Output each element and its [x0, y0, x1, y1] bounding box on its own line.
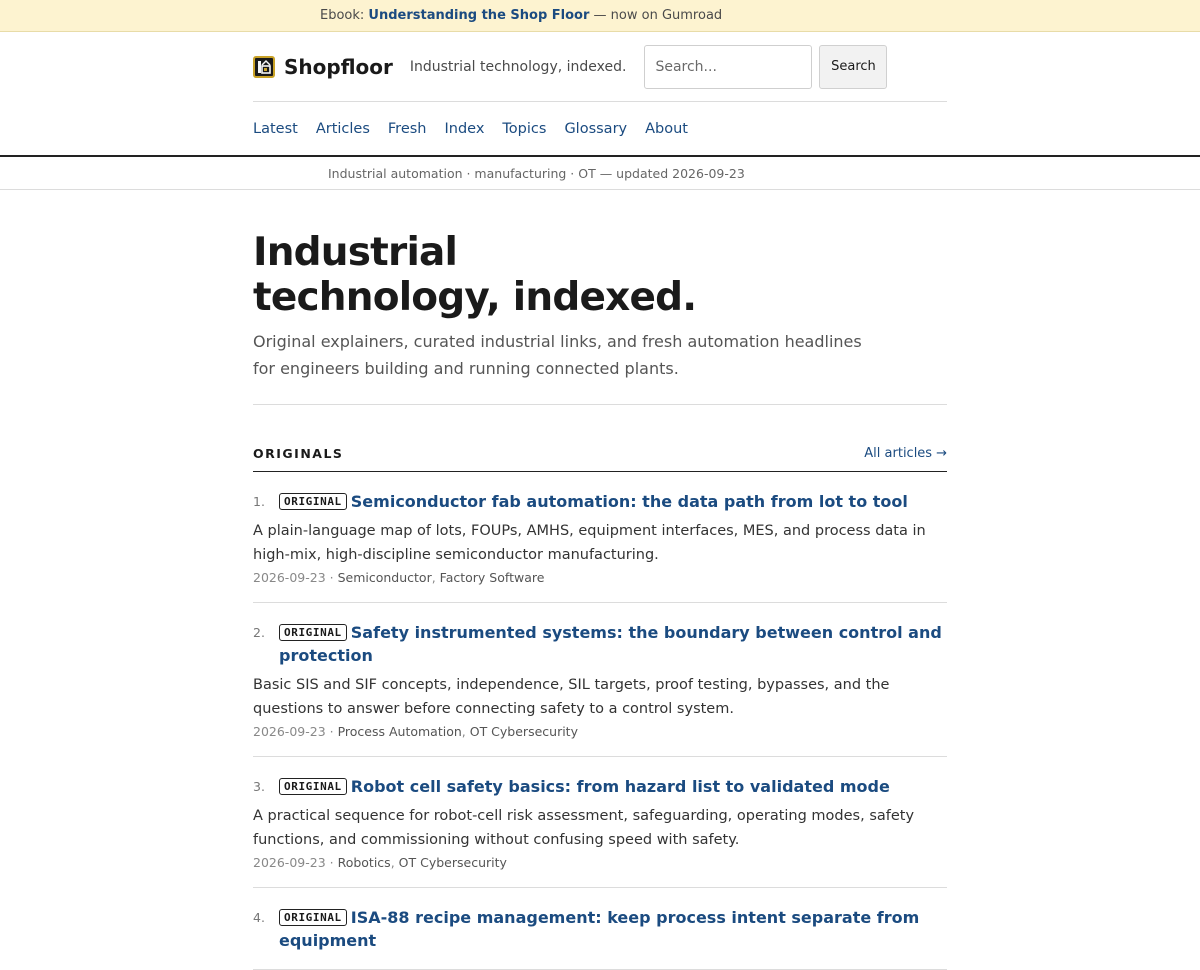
section-title: ORIGINALS: [253, 445, 344, 461]
header-inner: [253, 32, 947, 155]
main-content: [253, 190, 947, 970]
article-title-link[interactable]: Safety instrumented systems: the boundary between control and protection: [279, 623, 942, 665]
article-meta: 2026-09-23 · Process Automation, OT Cybersecurity: [253, 724, 578, 739]
article-title-wrap: [279, 621, 947, 667]
article-title-wrap: [279, 775, 947, 798]
article-tag[interactable]: OT Cybersecurity: [398, 855, 507, 870]
nav-glossary[interactable]: Glossary: [564, 120, 628, 137]
article-title-wrap: [279, 906, 947, 952]
article-number: 3.: [253, 779, 265, 794]
article-number: 2.: [253, 625, 265, 640]
article-tag[interactable]: Factory Software: [439, 570, 545, 585]
original-badge: ORIGINAL: [279, 909, 347, 926]
arrow-right-icon: →: [936, 445, 947, 461]
nav-latest[interactable]: Latest: [253, 120, 298, 137]
hero-subtitle: Original explainers, curated industrial links, and fresh automation headlines for engineers building and running connected plants.: [253, 332, 862, 378]
article-title-link[interactable]: Semiconductor fab automation: the data path from lot to tool: [350, 492, 908, 511]
search-button[interactable]: Search: [819, 45, 887, 89]
article-meta: 2026-09-23 · Robotics, OT Cybersecurity: [253, 855, 507, 870]
promo-suffix: — now on Gumroad: [589, 8, 723, 23]
original-badge: ORIGINAL: [279, 624, 347, 641]
nav-articles[interactable]: Articles: [315, 120, 370, 137]
article-description: A plain-language map of lots, FOUPs, AMHS, equipment interfaces, MES, and process data in high-mix, high-discipline semiconductor manufacturing.: [253, 523, 926, 563]
promo-prefix: Ebook:: [320, 8, 369, 23]
article-tag[interactable]: Semiconductor: [337, 570, 432, 585]
article-item: [253, 888, 947, 970]
article-description: A practical sequence for robot-cell risk assessment, safeguarding, operating modes, safety functions, and commissioning without confusing speed with safety.: [253, 808, 915, 848]
hero-title: Industrial technology, indexed.: [253, 230, 697, 320]
meta-strip-text: Industrial automation · manufacturing · OT — updated 2026-09-23: [328, 165, 745, 181]
site-header: [0, 32, 1200, 157]
all-articles-label: All articles: [864, 445, 933, 461]
article-title-link[interactable]: Robot cell safety basics: from hazard list to validated mode: [350, 777, 890, 796]
article-date: 2026-09-23: [253, 855, 326, 870]
article-item: [253, 757, 947, 888]
tagline: Industrial technology, indexed.: [409, 58, 627, 75]
nav-index[interactable]: Index: [444, 120, 485, 137]
article-meta: 2026-09-23 · Semiconductor, Factory Software: [253, 570, 545, 585]
article-number: 4.: [253, 910, 265, 925]
article-title-wrap: [279, 490, 947, 513]
hero: [253, 190, 947, 405]
shopfloor-logo-icon: [253, 56, 275, 78]
originals-header: [253, 443, 947, 472]
logo[interactable]: [253, 55, 393, 79]
nav-fresh[interactable]: Fresh: [387, 120, 427, 137]
search-input[interactable]: [644, 45, 812, 89]
article-head: [253, 906, 947, 952]
article-item: [253, 472, 947, 603]
nav-topics[interactable]: Topics: [502, 120, 547, 137]
article-date: 2026-09-23: [253, 570, 326, 585]
article-head: [253, 621, 947, 667]
promo-link[interactable]: Understanding the Shop Floor: [368, 8, 590, 23]
article-tag[interactable]: Robotics: [337, 855, 391, 870]
article-number: 1.: [253, 494, 265, 509]
header-row: [253, 32, 947, 102]
article-tag[interactable]: OT Cybersecurity: [469, 724, 578, 739]
article-head: [253, 775, 947, 798]
promo-bar: [0, 0, 1200, 32]
main-nav: [253, 102, 947, 155]
article-title-link[interactable]: ISA-88 recipe management: keep process intent separate from equipment: [279, 908, 920, 950]
original-badge: ORIGINAL: [279, 778, 347, 795]
article-description: Basic SIS and SIF concepts, independence, SIL targets, proof testing, bypasses, and the questions to answer before connecting safety to a control system.: [253, 677, 890, 717]
original-badge: ORIGINAL: [279, 493, 347, 510]
logo-text: Shopfloor: [284, 54, 393, 79]
meta-strip: [0, 157, 1200, 190]
article-item: [253, 603, 947, 757]
article-tag[interactable]: Process Automation: [337, 724, 462, 739]
promo-text: [320, 8, 722, 23]
article-date: 2026-09-23: [253, 724, 326, 739]
all-articles-link[interactable]: [864, 446, 947, 461]
article-head: [253, 490, 947, 513]
nav-about[interactable]: About: [645, 120, 688, 137]
